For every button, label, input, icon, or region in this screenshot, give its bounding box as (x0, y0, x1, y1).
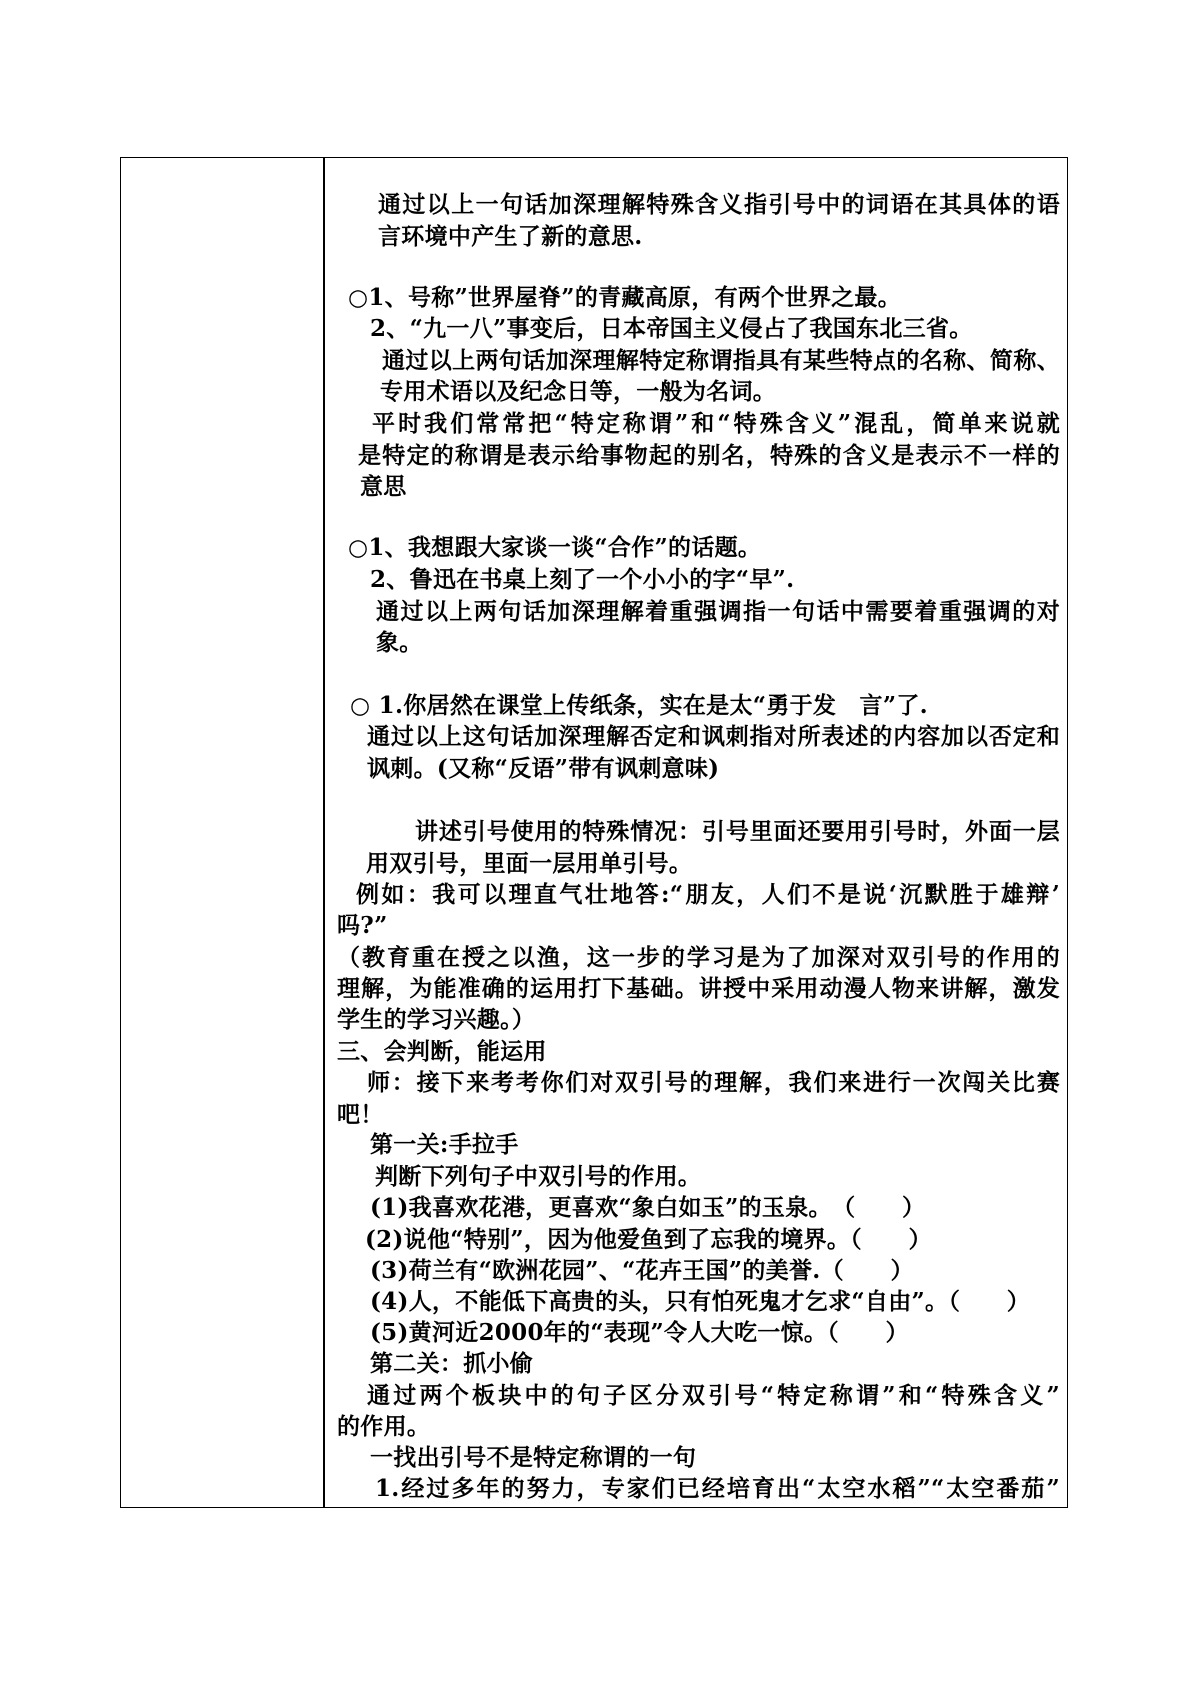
example-sentence-1: ○1、号称”世界屋脊”的青藏高原，有两个世界之最。 (348, 284, 902, 311)
teacher-prompt-line-2: 吧！ (337, 1101, 384, 1128)
emphasis-example-1: ○1、我想跟大家谈一谈“合作”的话题。 (348, 534, 762, 561)
nested-quotes-rule-line-2: 用双引号，里面一层用单引号。 (366, 850, 693, 877)
nested-quotes-example-line-1: 例如：我可以理直气壮地答:“朋友，人们不是说‘沉默胜于雄辩’ (356, 881, 1060, 908)
special-meaning-explanation-line-1: 通过以上一句话加深理解特殊含义指引号中的词语在其具体的语 (378, 191, 1060, 218)
level-2-instruction-line-2: 的作用。 (337, 1413, 431, 1440)
level-2-title: 第二关：抓小偷 (370, 1350, 534, 1377)
exercise-item-3: (3)荷兰有“欧洲花园”、“花卉王国”的美誉.（ ） (370, 1257, 914, 1284)
example-sentence-2: 2、“九一八”事变后，日本帝国主义侵占了我国东北三省。 (370, 315, 973, 342)
emphasis-explanation-line-1: 通过以上两句话加深理解着重强调指一句话中需要着重强调的对 (376, 598, 1060, 625)
irony-example: ○ 1.你居然在课堂上传纸条，实在是太“勇于发 言”了. (350, 692, 928, 719)
nested-quotes-example-line-2: 吗?” (337, 912, 388, 939)
exercise-item-2: (2)说他“特别”，因为他爱鱼到了忘我的境界。（ ） (365, 1226, 932, 1253)
level-2-task: 一找出引号不是特定称谓的一句 (370, 1444, 697, 1471)
teacher-prompt-line-1: 师：接下来考考你们对双引号的理解，我们来进行一次闯关比赛 (367, 1069, 1060, 1096)
level-1-title: 第一关:手拉手 (370, 1131, 519, 1158)
emphasis-example-2: 2、鲁迅在书桌上刻了一个小小的字“早”. (370, 566, 795, 593)
specific-title-explanation-line-1: 通过以上两句话加深理解特定称谓指具有某些特点的名称、简称、 (382, 347, 1060, 374)
special-meaning-explanation-line-2: 言环境中产生了新的意思. (378, 223, 643, 250)
emphasis-explanation-line-2: 象。 (376, 629, 423, 656)
level-1-instruction: 判断下列句子中双引号的作用。 (375, 1163, 702, 1190)
exercise-item-5: (5)黄河近2000年的“表现”令人大吃一惊。（ ） (370, 1319, 909, 1346)
comparison-note-line-1: 平时我们常常把“特定称谓”和“特殊含义”混乱，简单来说就 (372, 410, 1060, 437)
irony-explanation-line-2: 讽刺。(又称“反语”带有讽刺意味) (367, 755, 720, 782)
level-2-instruction-line-1: 通过两个板块中的句子区分双引号“特定称谓”和“特殊含义” (367, 1382, 1060, 1409)
specific-title-explanation-line-2: 专用术语以及纪念日等，一般为名词。 (380, 378, 777, 405)
section-heading-3: 三、会判断，能运用 (337, 1038, 547, 1065)
teaching-note-line-3: 学生的学习兴趣。） (337, 1006, 536, 1033)
teaching-note-line-2: 理解，为能准确的运用打下基础。讲授中采用动漫人物来讲解，激发 (337, 975, 1060, 1002)
level-2-sentence-1: 1.经过多年的努力，专家们已经培育出“太空水稻”“太空番茄” (375, 1475, 1060, 1502)
nested-quotes-rule-line-1: 讲述引号使用的特殊情况：引号里面还要用引号时，外面一层 (415, 818, 1060, 845)
irony-explanation-line-1: 通过以上这句话加深理解否定和讽刺指对所表述的内容加以否定和 (367, 723, 1060, 750)
exercise-item-1: (1)我喜欢花港，更喜欢“象白如玉”的玉泉。 （ ） (370, 1194, 926, 1221)
comparison-note-line-3: 意思 (360, 473, 407, 500)
exercise-item-4: (4)人，不能低下高贵的头，只有怕死鬼才乞求“自由”。（ ） (370, 1288, 1031, 1315)
teaching-note-line-1: （教育重在授之以渔，这一步的学习是为了加深对双引号的作用的 (337, 944, 1060, 971)
comparison-note-line-2: 是特定的称谓是表示给事物起的别名，特殊的含义是表示不一样的 (358, 442, 1060, 469)
